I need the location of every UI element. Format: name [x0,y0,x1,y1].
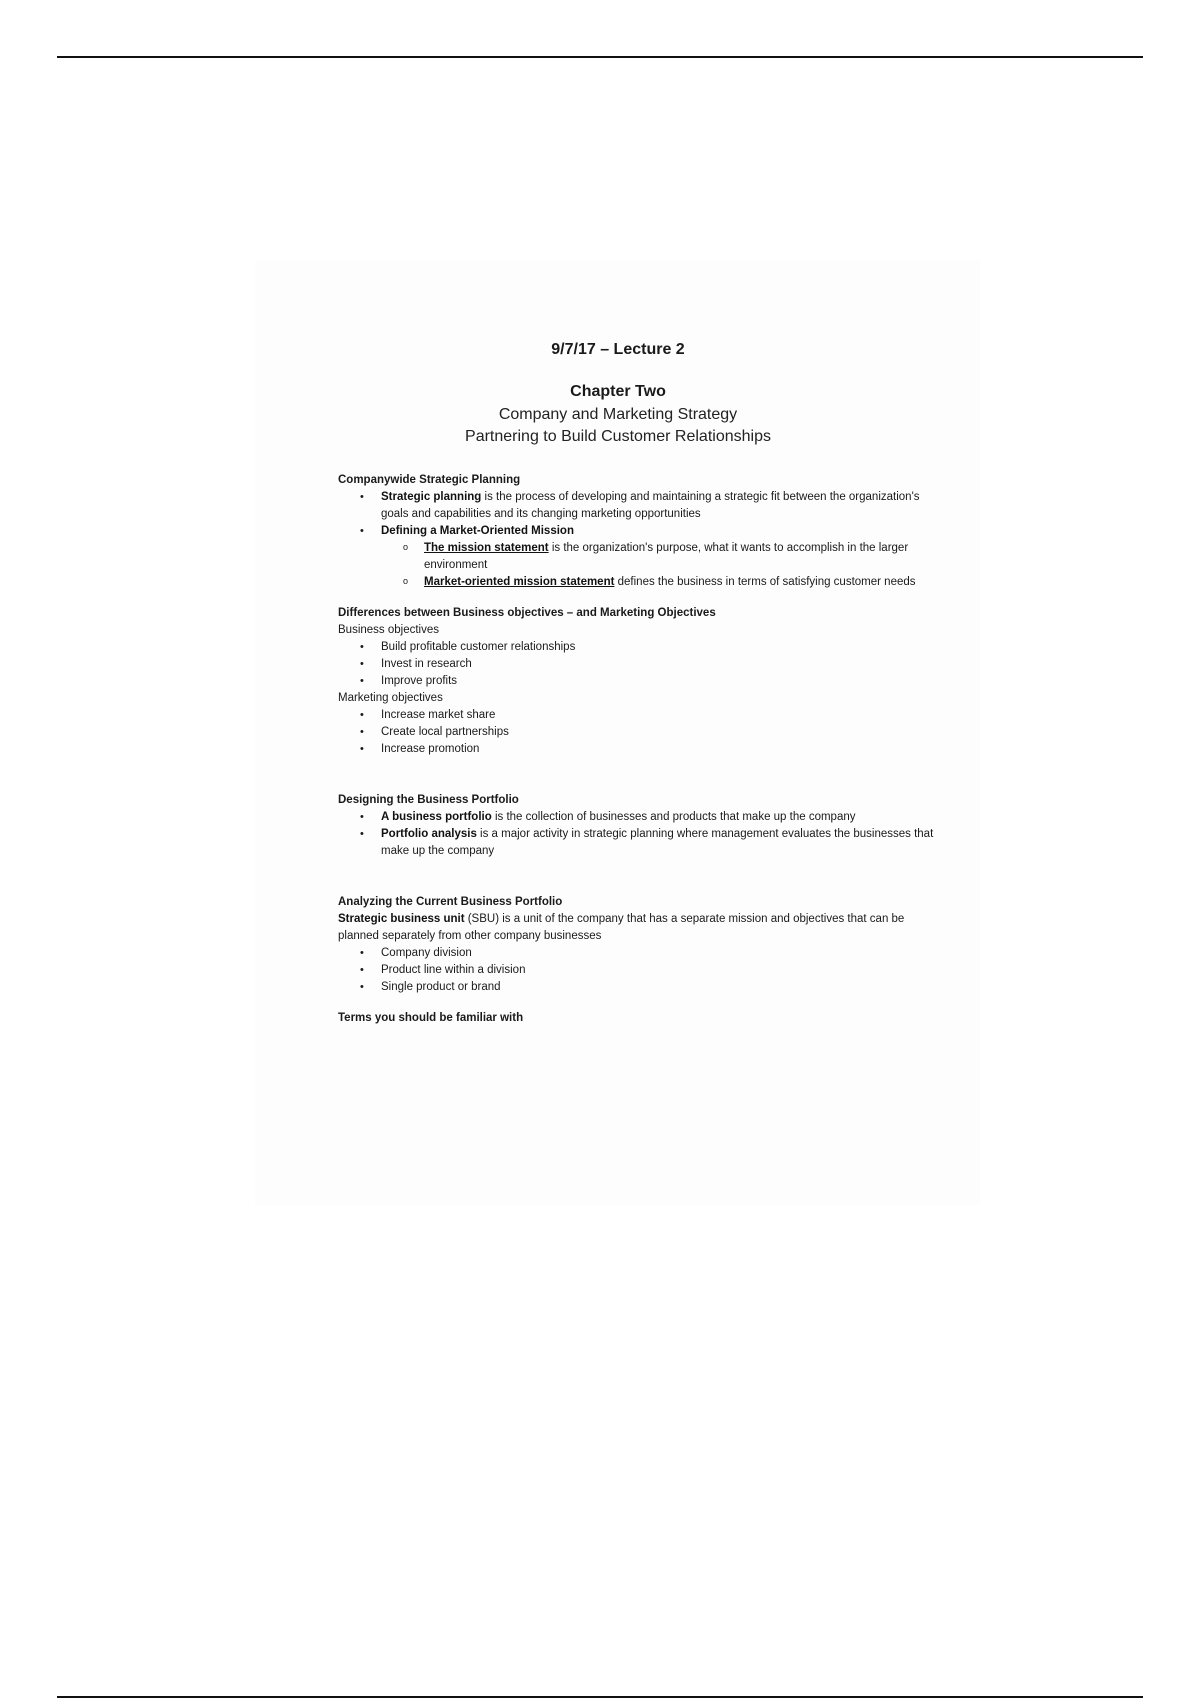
business-portfolio-list [338,809,938,860]
definition-text: is a major activity in strategic planning where management evaluates the businesses that make up the company [381,828,934,857]
list-item: • Product line within a division [338,962,938,979]
sbu-definition [338,911,938,945]
list-item [338,540,938,574]
section-heading-current-portfolio: Analyzing the Current Business Portfolio [338,896,563,908]
sbu-list [338,945,938,996]
section-heading-business-portfolio: Designing the Business Portfolio [338,794,519,806]
list-item: • Company division [338,945,938,962]
list-item [338,489,938,523]
bottom-rule [57,1696,1143,1698]
business-objectives-list [338,639,938,690]
list-item [338,809,938,826]
term-portfolio-analysis: Portfolio analysis [381,828,477,840]
term-market-oriented-mission: Market-oriented mission statement [424,576,615,588]
section-heading-objectives: Differences between Business objectives – and Marketing Objectives [338,607,716,619]
list-item: • Create local partnerships [338,724,938,741]
list-item: • Increase market share [338,707,938,724]
mission-sublist [338,540,938,591]
section-heading-strategic-planning: Companywide Strategic Planning [338,474,521,486]
top-rule [57,56,1143,58]
chapter-subtitle-1: Company and Marketing Strategy [498,406,738,423]
definition-text: is the collection of businesses and products that make up the company [491,811,856,823]
term-sbu: Strategic business unit [338,913,465,925]
list-item: • Build profitable customer relationships [338,639,938,656]
section-heading-terms: Terms you should be familiar with [338,1012,524,1024]
list-item: • Improve profits [338,673,938,690]
strategic-planning-list [338,489,938,591]
lecture-title: 9/7/17 – Lecture 2 [551,341,685,358]
list-item: • Invest in research [338,656,938,673]
chapter-subtitle-2: Partnering to Build Customer Relationships [465,428,771,445]
term-strategic-planning: Strategic planning [381,491,482,503]
definition-text: defines the business in terms of satisfying customer needs [614,576,916,588]
marketing-objectives-list [338,707,938,758]
term-business-portfolio: A business portfolio [381,811,492,823]
marketing-objectives-label: Marketing objectives [338,692,443,704]
definition-text: is the organization's purpose, what it wants to accomplish in the larger environment [424,542,909,571]
list-item: • Increase promotion [338,741,938,758]
business-objectives-label: Business objectives [338,624,439,636]
list-item [338,574,938,591]
term-mission-statement: The mission statement [424,542,549,554]
list-item [338,523,938,591]
list-item: • Single product or brand [338,979,938,996]
document-page [255,260,980,1205]
term-defining-mission: Defining a Market-Oriented Mission [381,525,574,537]
list-item [338,826,938,860]
definition-text: is the process of developing and maintaining a strategic fit between the organization's goals and capabilities and its changing marketing opportunities [381,491,920,520]
document-content [338,340,938,1027]
chapter-title: Chapter Two [570,383,666,400]
definition-text: (SBU) is a unit of the company that has a separate mission and objectives that can be planned separately from other company businesses [338,913,905,942]
